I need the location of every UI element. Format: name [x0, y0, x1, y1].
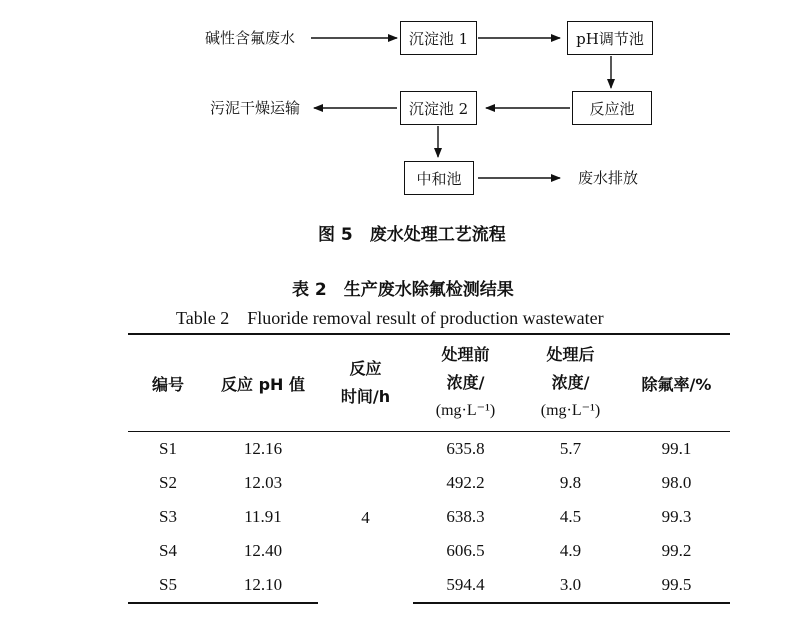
cell-before: 492.2	[446, 473, 485, 492]
table-row	[128, 500, 730, 534]
cell-id: S4	[159, 541, 177, 560]
cell-id: S5	[128, 568, 208, 603]
node-sludge-label: 污泥干燥运输	[210, 99, 301, 117]
cell-ph: 11.91	[244, 507, 282, 526]
header-before: 处理前 浓度/ (mg·L⁻¹)	[413, 334, 518, 432]
cell-before: 606.5	[446, 541, 485, 560]
cell-id: S1	[159, 439, 177, 458]
header-time: 反应 时间/h	[318, 334, 413, 432]
node-reaction: 反应池	[572, 91, 652, 125]
table-row	[128, 534, 730, 568]
process-flowchart	[0, 0, 806, 205]
cell-after: 4.5	[559, 507, 582, 526]
node-neutral: 中和池	[404, 161, 474, 195]
cell-before: 638.3	[446, 507, 485, 526]
header-rate: 除氟率/%	[623, 334, 730, 432]
cell-id: S2	[159, 473, 177, 492]
cell-ph: 12.16	[243, 439, 283, 458]
table-row	[128, 466, 730, 500]
node-ph-adjust: pH调节池	[567, 21, 653, 55]
node-settle2: 沉淀池 2	[400, 91, 477, 125]
table-row	[128, 432, 730, 467]
cell-id: S3	[159, 507, 177, 526]
cell-after: 5.7	[559, 439, 582, 458]
cell-rate: 99.2	[661, 541, 692, 560]
header-after: 处理后 浓度/ (mg·L⁻¹)	[518, 334, 623, 432]
cell-time: 4	[361, 507, 370, 527]
cell-rate: 99.3	[661, 507, 692, 526]
node-discharge-label: 废水排放	[578, 169, 639, 187]
cell-rate: 99.1	[661, 439, 692, 458]
table-title-cn: 表 2 生产废水除氟检测结果	[292, 280, 514, 300]
cell-after: 4.9	[559, 541, 582, 560]
table-row	[128, 568, 730, 603]
cell-ph: 12.40	[243, 541, 283, 560]
figure-caption: 图 5 废水处理工艺流程	[318, 225, 506, 245]
cell-rate: 98.0	[661, 473, 692, 492]
results-table-wrap	[128, 333, 730, 604]
header-ph: 反应 pH 值	[208, 334, 318, 432]
cell-before: 594.4	[413, 568, 518, 603]
cell-after: 9.8	[559, 473, 582, 492]
header-id: 编号	[128, 334, 208, 432]
node-input-label: 碱性含氟废水	[205, 29, 296, 47]
cell-before: 635.8	[446, 439, 485, 458]
cell-ph: 12.03	[243, 473, 283, 492]
cell-rate: 99.5	[623, 568, 730, 603]
cell-after: 3.0	[518, 568, 623, 603]
table-title-en: Table 2 Fluoride removal result of production wastewater	[176, 308, 604, 328]
node-settle1: 沉淀池 1	[400, 21, 477, 55]
table-header-row	[128, 334, 730, 432]
results-table	[128, 333, 730, 604]
cell-ph: 12.10	[208, 568, 318, 603]
